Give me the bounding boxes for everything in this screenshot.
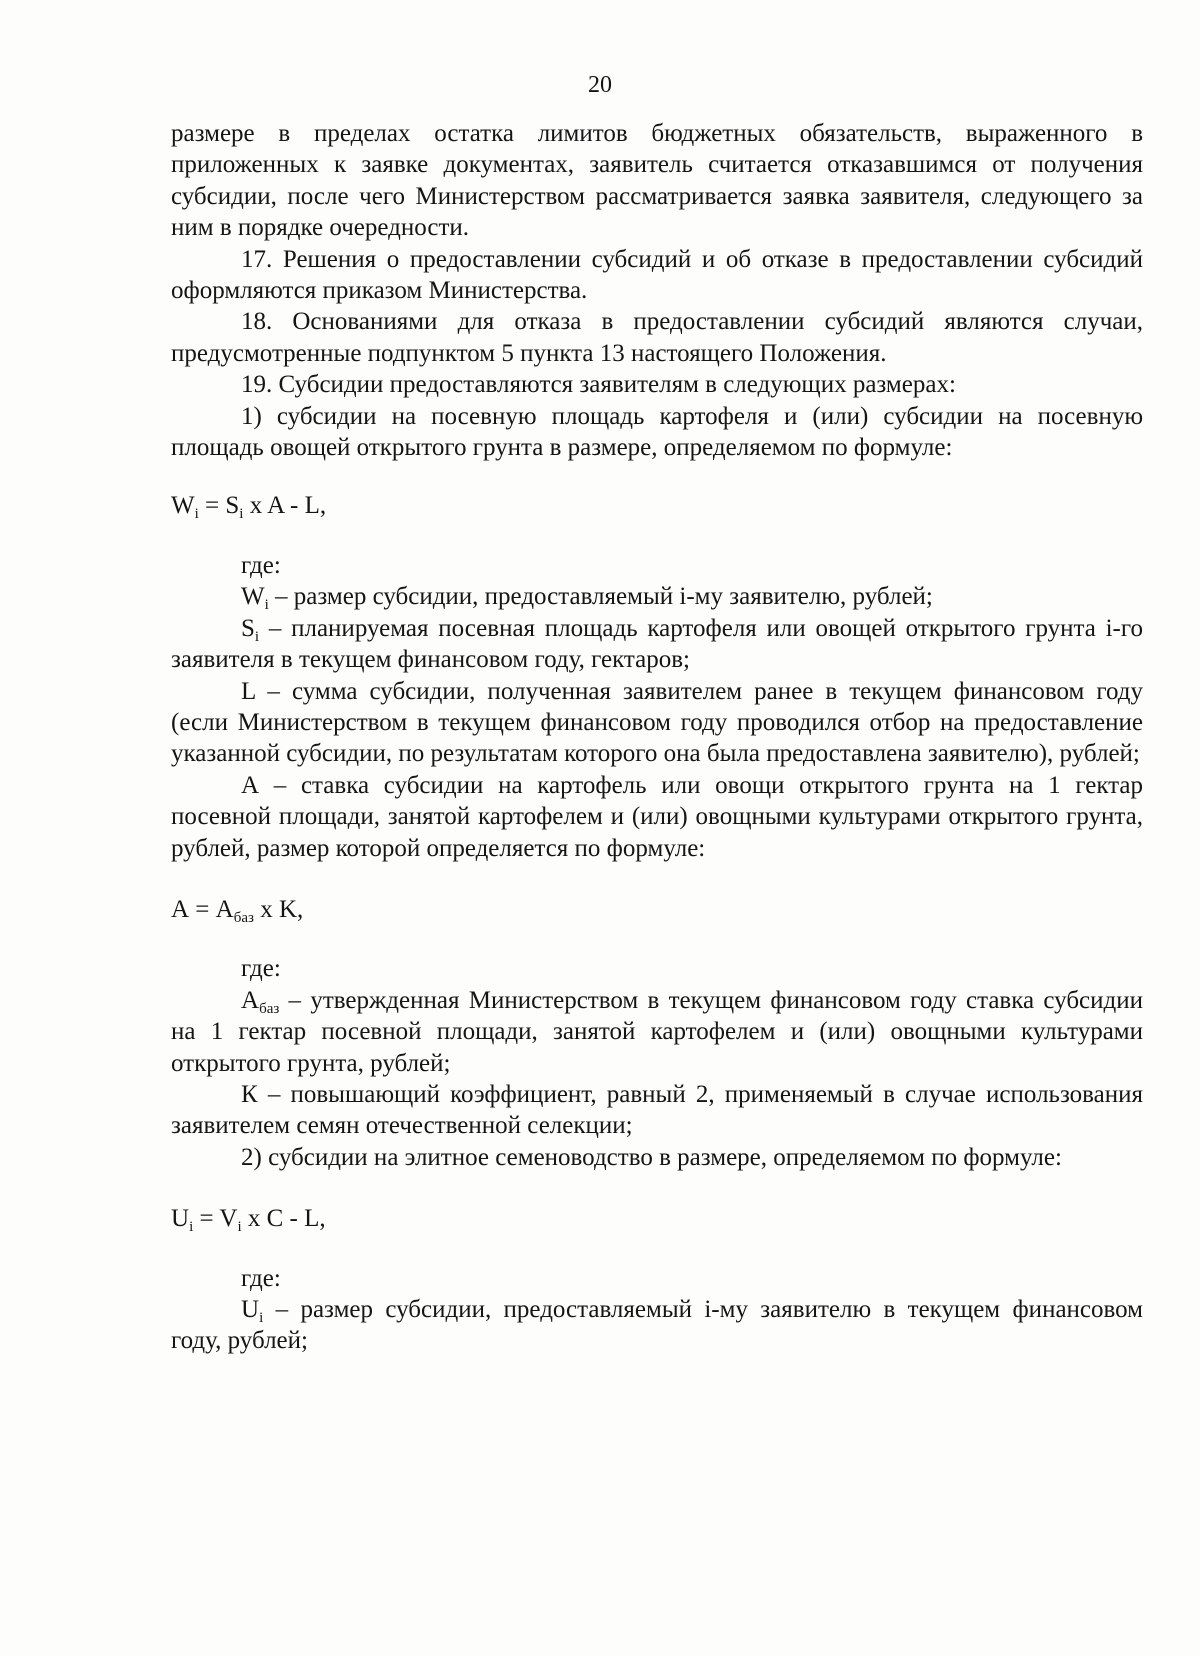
where-label-1: где: — [241, 551, 281, 579]
definition-s: $S_i$ – планируемая посевная площадь картофеля или овощей открытого грунта i-го заявителя в текущем финансовом году, гектаров; — [171, 614, 1143, 674]
definition-abaz: $А_{баз}$ – утвержденная Министерством в текущем финансовом году ставка субсидии на 1 гектар посевной площади, занятой картофелем и (или) овощными культурами открытого грунта, рублей; — [171, 986, 1143, 1077]
paragraph-19-item-2: 2) субсидии на элитное семеноводство в размере, определяемом по формуле: — [241, 1143, 1062, 1171]
formula-u: $U_i = V_i$ x C - L, — [171, 1205, 326, 1236]
formula-a: $А = А_{баз}$ x K, — [171, 895, 304, 926]
paragraph-19-item-1: 1) субсидии на посевную площадь картофеля и (или) субсидии на посевную площадь овощей открытого грунта в размере, определяемом по формуле: — [171, 402, 1143, 462]
definition-u: $U_i$ – размер субсидии, предоставляемый i-му заявителю в текущем финансовом году, рублей; — [171, 1296, 1143, 1355]
definition-a: А – ставка субсидии на картофель или овощи открытого грунта на 1 гектар посевной площади, занятой картофелем и (или) овощными культурами открытого грунта, рублей, размер которой определяется по формуле: — [171, 771, 1143, 862]
document-body — [171, 118, 1143, 1357]
definition-l: L – сумма субсидии, полученная заявителем ранее в текущем финансовом году (если Министерством в текущем финансовом году проводился отбор на предоставление указанной субсидии, по результатам которого она была предоставлена заявителю), рублей; — [171, 677, 1143, 768]
paragraph-continuation: размере в пределах остатка лимитов бюджетных обязательств, выраженного в приложенных к заявке документах, заявитель считается отказавшимся от получения субсидии, после чего Министерством рассматривается заявка заявителя, следующего за ним в порядке очередности. — [171, 120, 1143, 242]
where-label-2: где: — [241, 955, 281, 983]
definition-w: $W_i$ – размер субсидии, предоставляемый i-му заявителю, рублей; — [241, 583, 933, 614]
paragraph-19: 19. Субсидии предоставляются заявителям в следующих размерах: — [241, 371, 956, 399]
paragraph-18: 18. Основаниями для отказа в предоставлении субсидий являются случаи, предусмотренные подпунктом 5 пункта 13 настоящего Положения. — [171, 308, 1143, 367]
formula-w: $W_i = S_i$ x A - L, — [171, 492, 327, 523]
definition-k: К – повышающий коэффициент, равный 2, применяемый в случае использования заявителем семян отечественной селекции; — [171, 1080, 1143, 1140]
where-label-3: где: — [241, 1264, 281, 1292]
paragraph-17: 17. Решения о предоставлении субсидий и об отказе в предоставлении субсидий оформляются приказом Министерства. — [171, 245, 1143, 305]
page-number: 20 — [588, 72, 612, 98]
